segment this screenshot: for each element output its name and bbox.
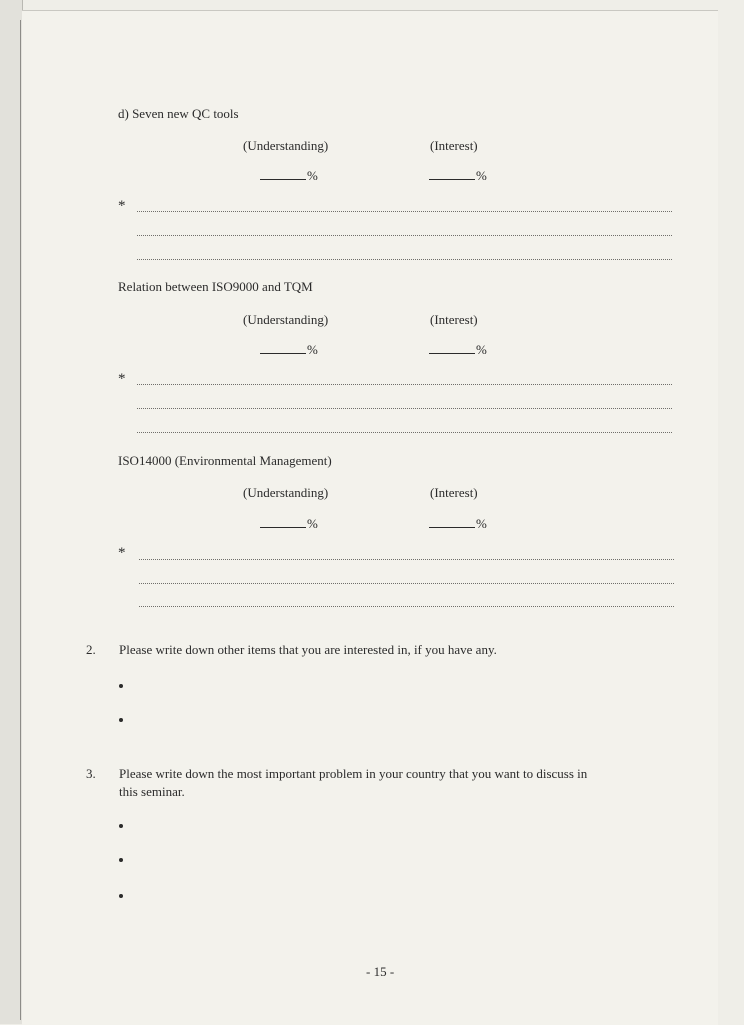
comment-line[interactable] [137,432,672,433]
comment-line[interactable] [137,211,672,212]
understanding-label: (Understanding) [243,312,329,327]
page-number: - 15 - [366,964,395,979]
understanding-percent-field[interactable]: % [260,168,318,184]
document-page [22,10,718,1025]
understanding-label: (Understanding) [243,138,329,153]
comment-line[interactable] [139,583,674,584]
understanding-percent-field[interactable]: % [260,516,318,532]
section-title-iso14000: ISO14000 (Environmental Management) [118,453,332,468]
question-number: 3. [86,766,96,781]
question-3-text-line2: this seminar. [119,784,185,799]
question-number: 2. [86,642,96,657]
answer-bullet [119,718,123,722]
comment-line[interactable] [137,235,672,236]
comment-marker: * [118,198,126,214]
section-title-iso9000-tqm: Relation between ISO9000 and TQM [118,279,313,294]
interest-percent-field[interactable]: % [429,516,487,532]
question-2-text: Please write down other items that you are interested in, if you have any. [119,642,497,657]
answer-bullet [119,684,123,688]
interest-label: (Interest) [430,485,478,500]
answer-bullet [119,824,123,828]
comment-line[interactable] [137,384,672,385]
comment-marker: * [118,545,126,561]
interest-label: (Interest) [430,138,478,153]
comment-marker: * [118,371,126,387]
comment-line[interactable] [139,606,674,607]
comment-line[interactable] [139,559,674,560]
question-3-text-line1: Please write down the most important problem in your country that you want to discuss in [119,766,588,781]
binding-edge-line [20,20,21,1020]
understanding-percent-field[interactable]: % [260,342,318,358]
answer-bullet [119,894,123,898]
comment-line[interactable] [137,259,672,260]
interest-label: (Interest) [430,312,478,327]
comment-line[interactable] [137,408,672,409]
interest-percent-field[interactable]: % [429,342,487,358]
section-title-qc-tools: d) Seven new QC tools [118,106,239,121]
answer-bullet [119,858,123,862]
understanding-label: (Understanding) [243,485,329,500]
interest-percent-field[interactable]: % [429,168,487,184]
